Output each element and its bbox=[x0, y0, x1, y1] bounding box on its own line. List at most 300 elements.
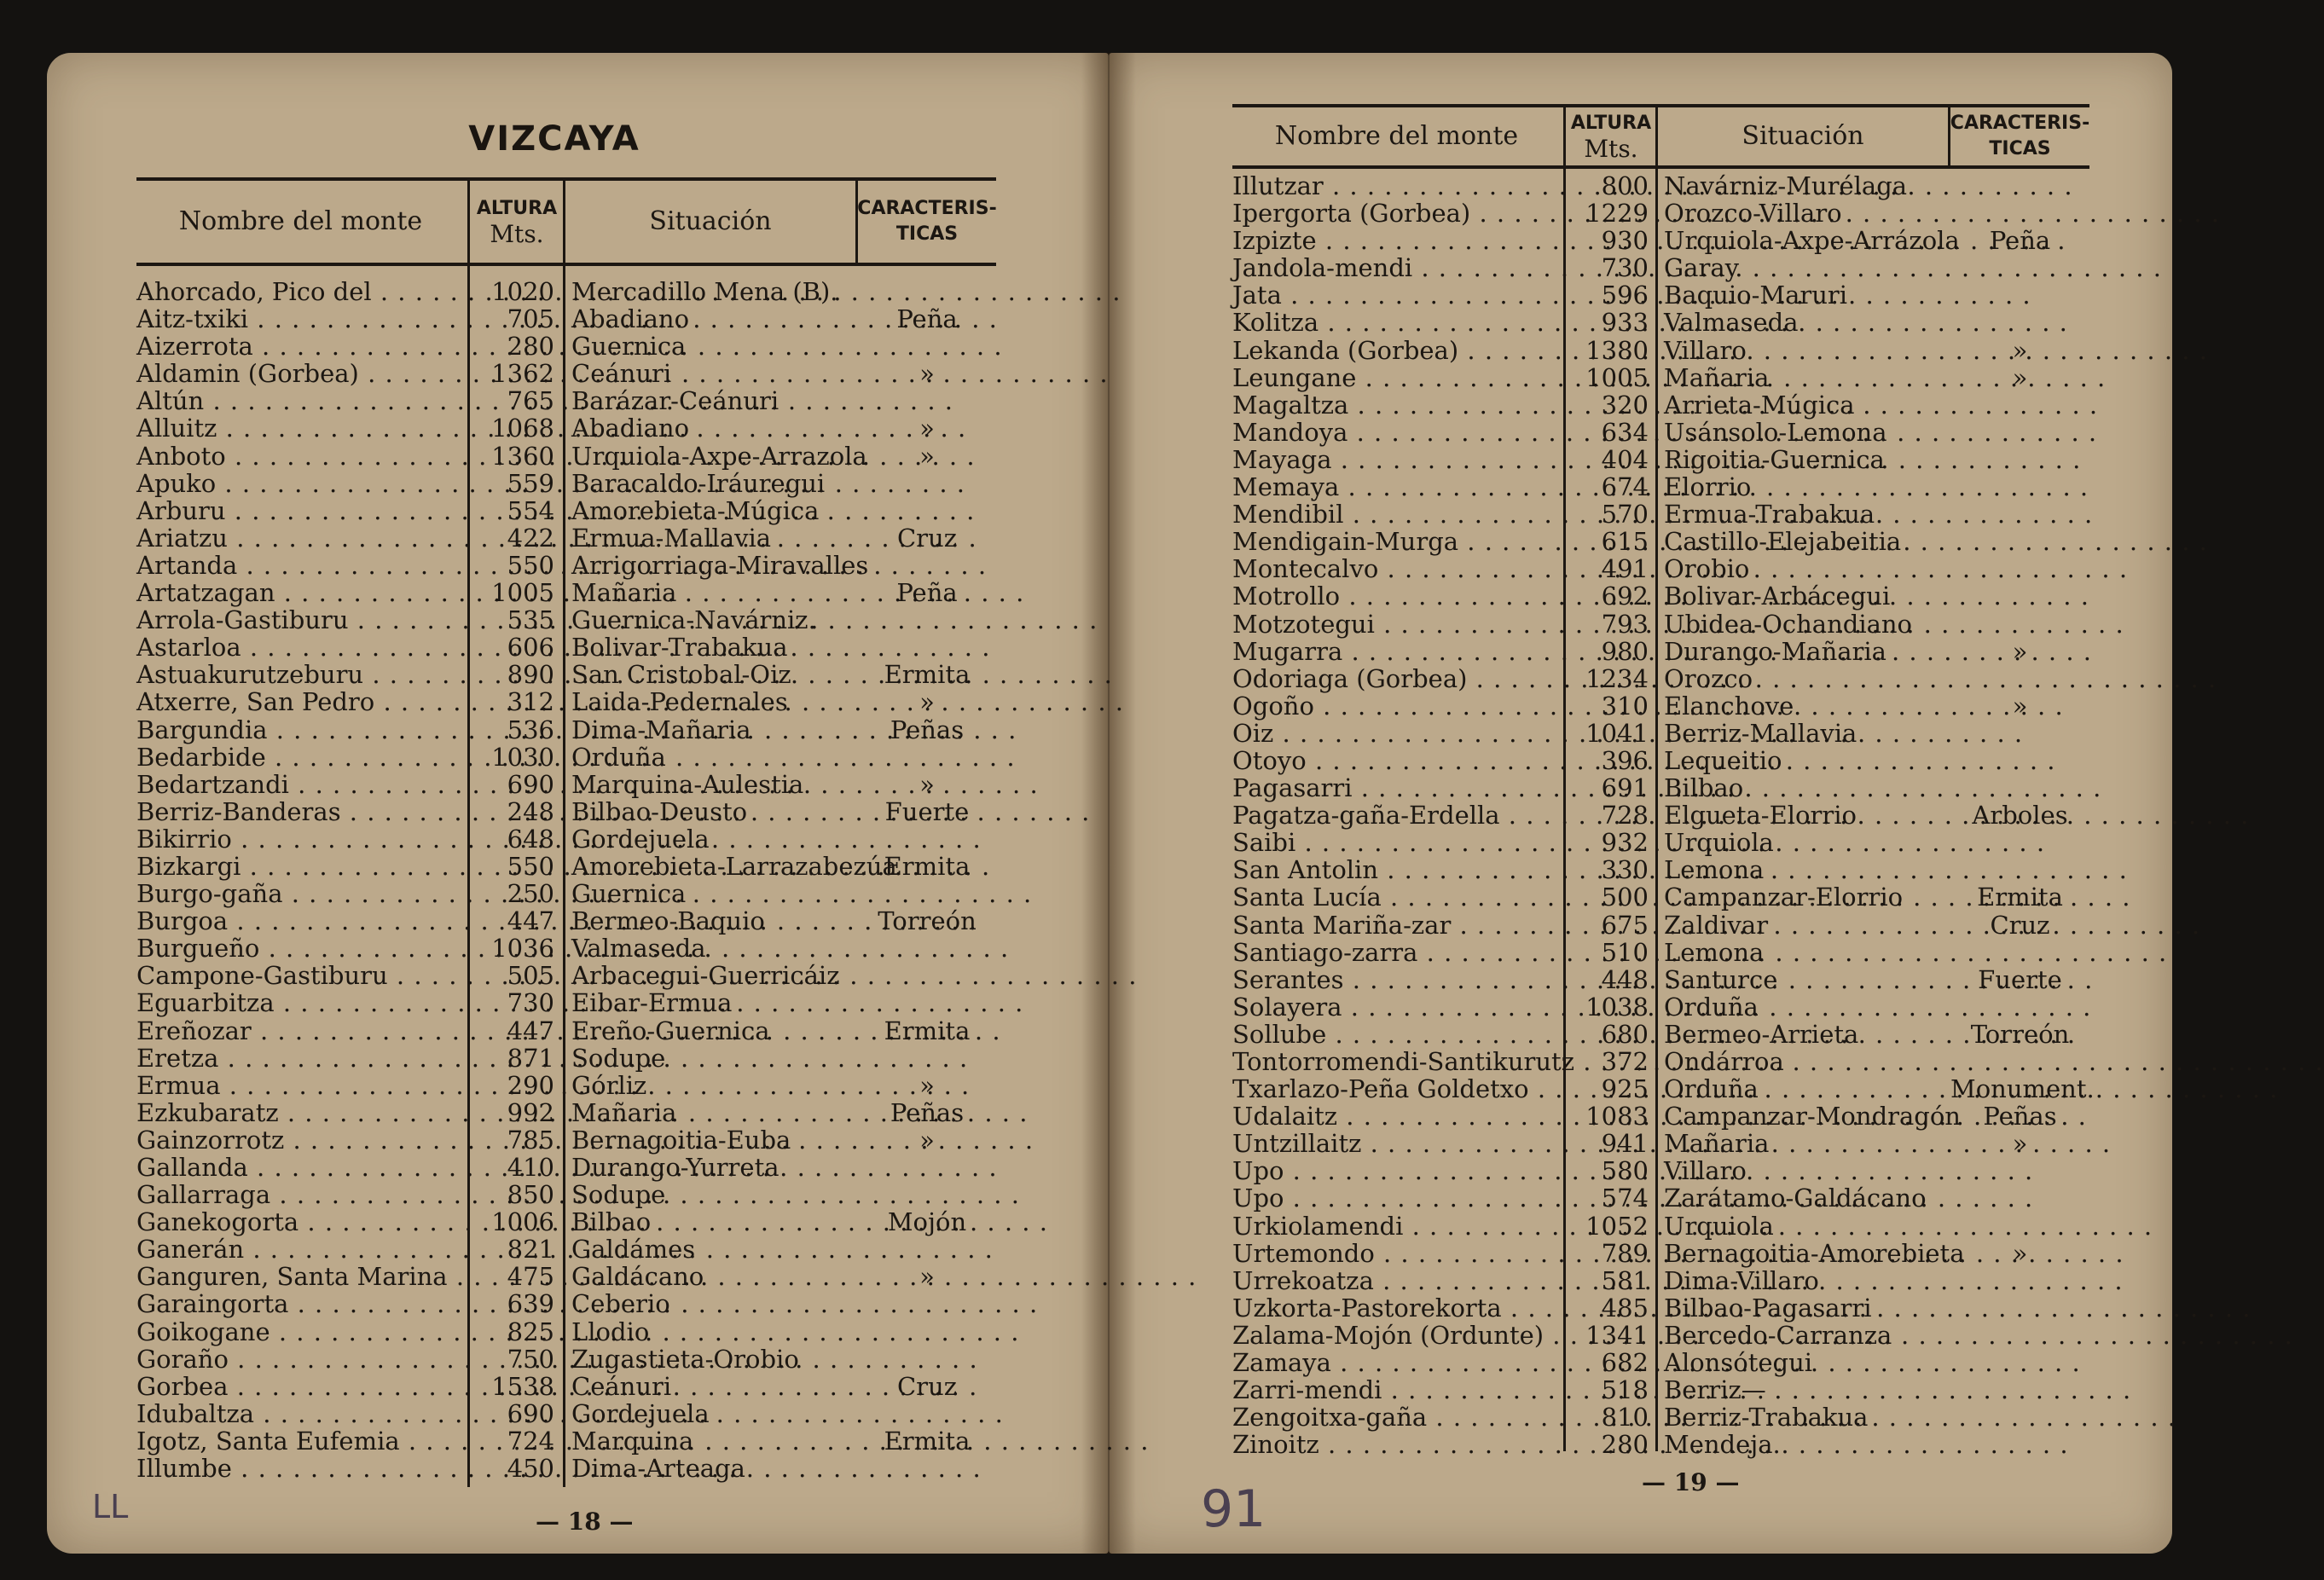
table-row bbox=[1232, 829, 2089, 856]
situation: Orduña bbox=[1664, 1074, 1759, 1104]
table-row bbox=[136, 497, 996, 524]
mountain-name: Arburu . . . bbox=[136, 497, 461, 524]
mountain-name: Ereñozar . . . bbox=[136, 1017, 461, 1045]
characteristics: Monument. bbox=[1950, 1074, 2095, 1104]
mountain-name: Otoyo . . . bbox=[1232, 747, 1556, 774]
table-row bbox=[1232, 582, 2089, 610]
mountain-name: Illumbe . . . bbox=[136, 1455, 461, 1482]
altitude: 765 bbox=[507, 386, 554, 416]
altitude: 491 bbox=[1601, 554, 1649, 584]
table-row bbox=[136, 989, 996, 1016]
altitude: 789 bbox=[1601, 1238, 1649, 1268]
situation: Bermeo-Arrieta bbox=[1664, 1019, 1859, 1049]
altitude: 1052 bbox=[1585, 1211, 1649, 1241]
situation: Barázar-Ceánuri bbox=[571, 386, 779, 416]
table-row bbox=[1232, 172, 2089, 200]
altitude: 728 bbox=[1601, 801, 1649, 831]
altitude: 580 bbox=[1601, 1156, 1649, 1186]
table-row bbox=[136, 798, 996, 825]
situation: Urquiola bbox=[1664, 828, 1774, 858]
table-row bbox=[1232, 364, 2089, 391]
situation: Orduña bbox=[571, 742, 666, 772]
altitude: 925 bbox=[1601, 1074, 1649, 1104]
mountain-name: Ganerán . . . bbox=[136, 1236, 461, 1263]
mountain-name: Berriz-Banderas . . . bbox=[136, 798, 461, 825]
characteristics: Fuerte bbox=[1978, 964, 2062, 994]
altitude: 941 bbox=[1601, 1129, 1649, 1159]
altitude: 675 bbox=[1601, 910, 1649, 940]
characteristics: Torreón bbox=[1970, 1019, 2070, 1049]
header-situation: Situación bbox=[1742, 121, 1864, 151]
table-row bbox=[136, 1099, 996, 1126]
altitude: 691 bbox=[1601, 773, 1649, 803]
situation: Berriz-Trabakua bbox=[1664, 1403, 1869, 1432]
altitude: 871 bbox=[507, 1043, 554, 1073]
table-row bbox=[1232, 912, 2089, 939]
mountain-name: Bargundia . . . bbox=[136, 716, 461, 744]
table-row bbox=[136, 470, 996, 497]
header-divider bbox=[467, 181, 470, 263]
altitude: 1341 bbox=[1585, 1320, 1649, 1350]
mountain-name: Aitz-txiki . . . bbox=[136, 305, 461, 333]
table-row bbox=[1232, 883, 2089, 911]
situation: Ereño-Guernica bbox=[571, 1016, 770, 1045]
table-row bbox=[136, 1017, 996, 1045]
altitude: 396 bbox=[1601, 745, 1649, 775]
characteristics: Ermita bbox=[884, 851, 971, 881]
header-altitude bbox=[1567, 107, 1655, 165]
mountain-name: Zamaya . . . bbox=[1232, 1349, 1556, 1376]
mountain-name: Ganguren, Santa Marina . . . bbox=[136, 1263, 461, 1290]
table-row bbox=[136, 414, 996, 442]
header-divider bbox=[1563, 107, 1566, 165]
altitude: 1234 bbox=[1585, 663, 1649, 693]
situation: Lemona bbox=[1664, 855, 1765, 885]
mountain-name: Apuko . . . bbox=[136, 470, 461, 497]
altitude: 692 bbox=[1601, 582, 1649, 611]
characteristics: » bbox=[2012, 362, 2028, 392]
altitude: 450 bbox=[507, 1454, 554, 1484]
altitude: 705 bbox=[507, 304, 554, 334]
characteristics: » bbox=[919, 441, 935, 471]
situation: Amorebieta-Múgica bbox=[571, 495, 820, 525]
altitude: 932 bbox=[1601, 828, 1649, 858]
situation: Galdámes bbox=[571, 1235, 696, 1265]
table-row bbox=[1232, 1322, 2089, 1349]
altitude: 1362 bbox=[491, 359, 554, 389]
table-row bbox=[136, 1154, 996, 1181]
table-row bbox=[1232, 856, 2089, 883]
situation: Amorebieta-Larrazabezúa bbox=[571, 851, 897, 881]
situation: Rigoitia-Guernica bbox=[1664, 444, 1885, 474]
table-row bbox=[1232, 802, 2089, 829]
characteristics: Cruz bbox=[1990, 910, 2050, 940]
table-row bbox=[136, 1126, 996, 1154]
altitude: 1041 bbox=[1585, 718, 1649, 748]
mountain-name: Astarloa . . . bbox=[136, 634, 461, 661]
mountain-name: Txarlazo-Peña Goldetxo . . . bbox=[1232, 1075, 1556, 1103]
table-row bbox=[136, 443, 996, 470]
altitude: 730 bbox=[1601, 253, 1649, 283]
mountain-name: Sollube . . . bbox=[1232, 1021, 1556, 1048]
table-row bbox=[136, 1373, 996, 1400]
mountain-name: Ezkubaratz . . . bbox=[136, 1099, 461, 1126]
header-situation: Situación bbox=[649, 206, 772, 236]
mountain-name: Solayera . . . bbox=[1232, 993, 1556, 1021]
situation: Bolivar-Arbácegui bbox=[1664, 582, 1891, 611]
situation: Górliz bbox=[571, 1070, 647, 1100]
characteristics: Cruz bbox=[896, 1371, 957, 1401]
altitude: 510 bbox=[1601, 937, 1649, 967]
altitude: 290 bbox=[507, 1070, 554, 1100]
mountain-name: Artatzagan . . . bbox=[136, 579, 461, 606]
characteristics: Torreón bbox=[878, 906, 977, 936]
page-number: — 18 — bbox=[536, 1508, 634, 1536]
altitude: 559 bbox=[507, 468, 554, 498]
left-rows bbox=[136, 278, 996, 1482]
situation: Gordejuela bbox=[571, 824, 710, 854]
situation: Navárniz-Murélaga bbox=[1664, 171, 1908, 200]
characteristics: » bbox=[919, 769, 935, 799]
altitude: 992 bbox=[507, 1097, 554, 1127]
altitude: 447 bbox=[507, 906, 554, 936]
table-row bbox=[136, 962, 996, 989]
mountain-name: Burgo-gaña . . . bbox=[136, 880, 461, 907]
characteristics: » bbox=[919, 1070, 935, 1100]
altitude: 800 bbox=[1601, 171, 1649, 200]
table-row bbox=[136, 825, 996, 853]
table-row bbox=[1232, 1267, 2089, 1294]
mountain-name: Alluitz . . . bbox=[136, 414, 461, 442]
mountain-name: Gallanda . . . bbox=[136, 1154, 461, 1181]
situation: Bilbao bbox=[571, 1207, 652, 1237]
table-row bbox=[136, 1427, 996, 1455]
situation: Dima-Mañaria bbox=[571, 715, 751, 744]
situation: Ceánuri bbox=[571, 359, 672, 389]
situation: Mañaria bbox=[1664, 362, 1770, 392]
altitude: 447 bbox=[507, 1016, 554, 1045]
mountain-name: Pagatza-gaña-Erdella . . . bbox=[1232, 802, 1556, 829]
table-row bbox=[136, 1263, 996, 1290]
table-row bbox=[136, 661, 996, 688]
table-row bbox=[136, 744, 996, 771]
altitude: 1229 bbox=[1585, 199, 1649, 229]
table-row bbox=[136, 387, 996, 414]
mountain-name: Zalama-Mojón (Ordunte) . . . bbox=[1232, 1322, 1556, 1349]
altitude: 1020 bbox=[491, 277, 554, 306]
altitude: 1030 bbox=[491, 742, 554, 772]
altitude: 682 bbox=[1601, 1348, 1649, 1378]
situation: Guernica-Navárniz. bbox=[571, 605, 816, 635]
table-row bbox=[1232, 1376, 2089, 1403]
characteristics: Arboles bbox=[1972, 801, 2068, 831]
mountain-name: Lekanda (Gorbea) . . . bbox=[1232, 337, 1556, 364]
header-altitude-line2: Mts. bbox=[1584, 135, 1638, 163]
situation: Urquiola-Axpe-Arrázola bbox=[1664, 226, 1960, 256]
situation: Zugastieta-Orobio bbox=[571, 1344, 799, 1374]
table-row bbox=[136, 853, 996, 880]
characteristics: » bbox=[919, 687, 935, 717]
mountain-name: Odoriaga (Gorbea) . . . bbox=[1232, 665, 1556, 692]
header-char-line1: CARACTERIS- bbox=[1950, 113, 2090, 134]
situation: Mendeja. bbox=[1664, 1430, 1781, 1460]
mountain-name: Mandoya . . . bbox=[1232, 419, 1556, 446]
altitude: 606 bbox=[507, 633, 554, 663]
situation: Bilbao-Pagasarri bbox=[1664, 1293, 1872, 1322]
mountain-name: Leungane . . . bbox=[1232, 364, 1556, 391]
characteristics: » bbox=[919, 1125, 935, 1155]
altitude: 485 bbox=[1601, 1293, 1649, 1322]
altitude: 690 bbox=[507, 1398, 554, 1428]
mountain-name: Aldamin (Gorbea) . . . bbox=[136, 360, 461, 387]
table-row bbox=[136, 716, 996, 744]
situation: Durango-Mañaria bbox=[1664, 636, 1886, 666]
characteristics: » bbox=[919, 414, 935, 443]
header-altitude-line2: Mts. bbox=[490, 220, 544, 248]
mountain-name: Upo . . . bbox=[1232, 1184, 1556, 1212]
table-row bbox=[1232, 1130, 2089, 1157]
header-char-line2: TICAS bbox=[1989, 138, 2051, 159]
altitude: 634 bbox=[1601, 417, 1649, 447]
table-row bbox=[136, 579, 996, 606]
altitude: 850 bbox=[507, 1180, 554, 1210]
characteristics: Peña bbox=[896, 578, 958, 608]
mountain-name: Motrollo . . . bbox=[1232, 582, 1556, 610]
altitude: 312 bbox=[507, 687, 554, 717]
mountain-name: Ariatzu . . . bbox=[136, 524, 461, 552]
table-row bbox=[1232, 638, 2089, 665]
mountain-name: Zarri-mendi . . . bbox=[1232, 1376, 1556, 1403]
situation: Garay bbox=[1664, 253, 1739, 283]
situation: Ceánuri bbox=[571, 1371, 672, 1401]
mountain-name: Mendibil . . . bbox=[1232, 501, 1556, 528]
header-characteristics bbox=[1950, 107, 2089, 165]
mountain-name: Uzkorta-Pastorekorta . . . bbox=[1232, 1294, 1556, 1322]
situation: Bermeo-Baquio bbox=[571, 906, 765, 936]
mountain-name: Saibi . . . bbox=[1232, 829, 1556, 856]
altitude: 821 bbox=[507, 1235, 554, 1265]
altitude: 505 bbox=[507, 961, 554, 991]
mountain-name: Idubaltza . . . bbox=[136, 1400, 461, 1427]
mountain-name: Bizkargi . . . bbox=[136, 853, 461, 880]
table-row bbox=[1232, 528, 2089, 555]
situation: Sodupe bbox=[571, 1043, 666, 1073]
table-row bbox=[136, 278, 996, 305]
altitude: 639 bbox=[507, 1289, 554, 1319]
table-row bbox=[136, 1208, 996, 1236]
situation: Villaro bbox=[1664, 335, 1747, 365]
right-rows bbox=[1232, 171, 2095, 1460]
situation: Campanzar-Mondragón bbox=[1664, 1102, 1961, 1131]
table-row bbox=[1232, 473, 2089, 501]
situation: Orozco-Villaro bbox=[1664, 199, 1842, 229]
header-altitude-line1: ALTURA bbox=[1570, 113, 1652, 134]
mountain-name: Astuakurutzeburu . . . bbox=[136, 661, 461, 688]
mountain-name: Campone-Gastiburu . . . bbox=[136, 962, 461, 989]
situation: Valmaseda bbox=[1664, 308, 1799, 338]
altitude: 1083 bbox=[1585, 1102, 1649, 1131]
table-row bbox=[136, 606, 996, 634]
mountain-name: Santa Mariña-zar . . . bbox=[1232, 912, 1556, 939]
table-header bbox=[1232, 104, 2089, 169]
table-row bbox=[1232, 747, 2089, 774]
situation: Elanchove bbox=[1664, 691, 1794, 721]
characteristics: Ermita bbox=[884, 1426, 971, 1456]
table-row bbox=[136, 1236, 996, 1263]
mountain-name: Ganekogorta . . . bbox=[136, 1208, 461, 1236]
mountain-name: Gainzorrotz . . . bbox=[136, 1126, 461, 1154]
situation: Baquio-Maruri bbox=[1664, 281, 1848, 310]
mountain-name: Tontorromendi-Santikurutz . . . bbox=[1232, 1048, 1556, 1075]
situation: Llodio bbox=[571, 1317, 650, 1346]
header-altitude-line1: ALTURA bbox=[476, 198, 558, 219]
altitude: 372 bbox=[1601, 1047, 1649, 1076]
altitude: 448 bbox=[1601, 964, 1649, 994]
mountain-name: Bedartzandi . . . bbox=[136, 771, 461, 798]
header-char-line1: CARACTERIS- bbox=[857, 198, 997, 219]
header-characteristics bbox=[858, 181, 996, 263]
table-row bbox=[136, 771, 996, 798]
altitude: 422 bbox=[507, 523, 554, 553]
situation: Campanzar-Elorrio bbox=[1664, 883, 1904, 912]
altitude: 1005 bbox=[491, 578, 554, 608]
situation: Alonsótegui bbox=[1664, 1348, 1813, 1378]
table-row bbox=[136, 634, 996, 661]
table-row bbox=[1232, 1240, 2089, 1267]
header-altitude bbox=[471, 181, 563, 263]
characteristics: Fuerte bbox=[884, 796, 970, 826]
altitude: 648 bbox=[507, 824, 554, 854]
situation: Guernica bbox=[571, 332, 687, 362]
situation: Baracaldo-Iráuregui bbox=[571, 468, 826, 498]
mountain-name: Magaltza . . . bbox=[1232, 391, 1556, 419]
table-row bbox=[1232, 1349, 2089, 1376]
situation: Bercedo-Carranza bbox=[1664, 1320, 1892, 1350]
mountain-name: Oiz . . . bbox=[1232, 720, 1556, 747]
altitude: 574 bbox=[1601, 1184, 1649, 1213]
table-row bbox=[1232, 227, 2089, 254]
table-row bbox=[136, 524, 996, 552]
situation: Dima-Villaro bbox=[1664, 1265, 1819, 1295]
situation: Sodupe bbox=[571, 1180, 666, 1210]
table-row bbox=[1232, 611, 2089, 638]
situation: Laida-Pedernales bbox=[571, 687, 788, 717]
situation: Valmaseda bbox=[571, 934, 706, 964]
table-row bbox=[1232, 774, 2089, 802]
mountain-name: Urrekoatza . . . bbox=[1232, 1267, 1556, 1294]
situation: Elorrio bbox=[1664, 472, 1752, 502]
table-row bbox=[136, 333, 996, 360]
characteristics: » bbox=[2012, 335, 2028, 365]
situation: Dima-Arteaga bbox=[571, 1454, 745, 1484]
header-divider bbox=[855, 181, 858, 263]
mountain-name: Untzillaitz . . . bbox=[1232, 1130, 1556, 1157]
table-row bbox=[1232, 337, 2089, 364]
situation: Abadiano bbox=[571, 414, 690, 443]
table-row bbox=[1232, 993, 2089, 1021]
situation: Ubidea-Ochandiano bbox=[1664, 609, 1913, 639]
altitude: 581 bbox=[1601, 1265, 1649, 1295]
characteristics: » bbox=[2012, 636, 2028, 666]
mountain-name: Udalaitz . . . bbox=[1232, 1103, 1556, 1130]
mountain-name: Santiago-zarra . . . bbox=[1232, 939, 1556, 966]
situation: Durango-Yurreta bbox=[571, 1153, 779, 1182]
characteristics: Ermita bbox=[1977, 883, 2063, 912]
situation: Mercadillo Mena (B). bbox=[571, 277, 838, 306]
characteristics: » bbox=[2012, 1129, 2028, 1159]
characteristics: Peñas bbox=[890, 1097, 965, 1127]
altitude: 310 bbox=[1601, 691, 1649, 721]
table-row bbox=[136, 1318, 996, 1346]
mountain-name: Mugarra . . . bbox=[1232, 638, 1556, 665]
altitude: 1380 bbox=[1585, 335, 1649, 365]
table-row bbox=[1232, 1021, 2089, 1048]
table-row bbox=[1232, 446, 2089, 473]
mountain-name: Gallarraga . . . bbox=[136, 1181, 461, 1208]
table-header bbox=[136, 177, 996, 266]
mountain-name: Urkiolamendi . . . bbox=[1232, 1212, 1556, 1240]
altitude: 1038 bbox=[1585, 992, 1649, 1022]
altitude: 890 bbox=[507, 660, 554, 690]
situation: Guernica bbox=[571, 879, 687, 909]
mountain-name: Jandola-mendi . . . bbox=[1232, 254, 1556, 281]
altitude: 248 bbox=[507, 796, 554, 826]
table-row bbox=[1232, 1184, 2089, 1212]
situation: Urquiola bbox=[1664, 1211, 1774, 1241]
mountain-name: Goikogane . . . bbox=[136, 1318, 461, 1346]
header-name: Nombre del monte bbox=[178, 206, 423, 236]
header-name: Nombre del monte bbox=[1274, 121, 1519, 151]
situation: Eibar-Ermua bbox=[571, 988, 733, 1018]
altitude: 1538 bbox=[491, 1371, 554, 1401]
altitude: 1360 bbox=[491, 441, 554, 471]
situation: Ceberio bbox=[571, 1289, 670, 1319]
pencil-annotation: 91 bbox=[1201, 1479, 1266, 1539]
mountain-name: Izpizte . . . bbox=[1232, 227, 1556, 254]
situation: Villaro bbox=[1664, 1156, 1747, 1186]
mountain-name: Kolitza . . . bbox=[1232, 309, 1556, 336]
situation: Ermua-Mallavia bbox=[571, 523, 772, 553]
situation: Mañaria bbox=[571, 578, 677, 608]
altitude: 933 bbox=[1601, 308, 1649, 338]
characteristics: Peña bbox=[896, 304, 958, 334]
table-row bbox=[1232, 309, 2089, 336]
altitude: 410 bbox=[507, 1153, 554, 1182]
altitude: 404 bbox=[1601, 444, 1649, 474]
situation: Bernagoitia-Euba bbox=[571, 1125, 791, 1155]
mountain-name: Motzotegui . . . bbox=[1232, 611, 1556, 638]
mountain-name: Pagasarri . . . bbox=[1232, 774, 1556, 802]
altitude: 825 bbox=[507, 1317, 554, 1346]
characteristics: Peñas bbox=[890, 715, 965, 744]
situation: Santurce bbox=[1664, 964, 1778, 994]
table-row bbox=[136, 552, 996, 579]
header-divider bbox=[1655, 107, 1658, 165]
table-row bbox=[136, 360, 996, 387]
altitude: 280 bbox=[1601, 1430, 1649, 1460]
altitude: 535 bbox=[507, 605, 554, 635]
situation: Usánsolo-Lemona bbox=[1664, 417, 1887, 447]
altitude: 1068 bbox=[491, 414, 554, 443]
mountain-name: Jata . . . bbox=[1232, 281, 1556, 309]
mountain-name: Gorbea . . . bbox=[136, 1373, 461, 1400]
situation: Elgueta-Elorrio bbox=[1664, 801, 1857, 831]
table-row bbox=[136, 1455, 996, 1482]
table-row bbox=[1232, 939, 2089, 966]
table-row bbox=[1232, 1074, 2095, 1104]
altitude: 536 bbox=[507, 715, 554, 744]
altitude: 785 bbox=[507, 1125, 554, 1155]
